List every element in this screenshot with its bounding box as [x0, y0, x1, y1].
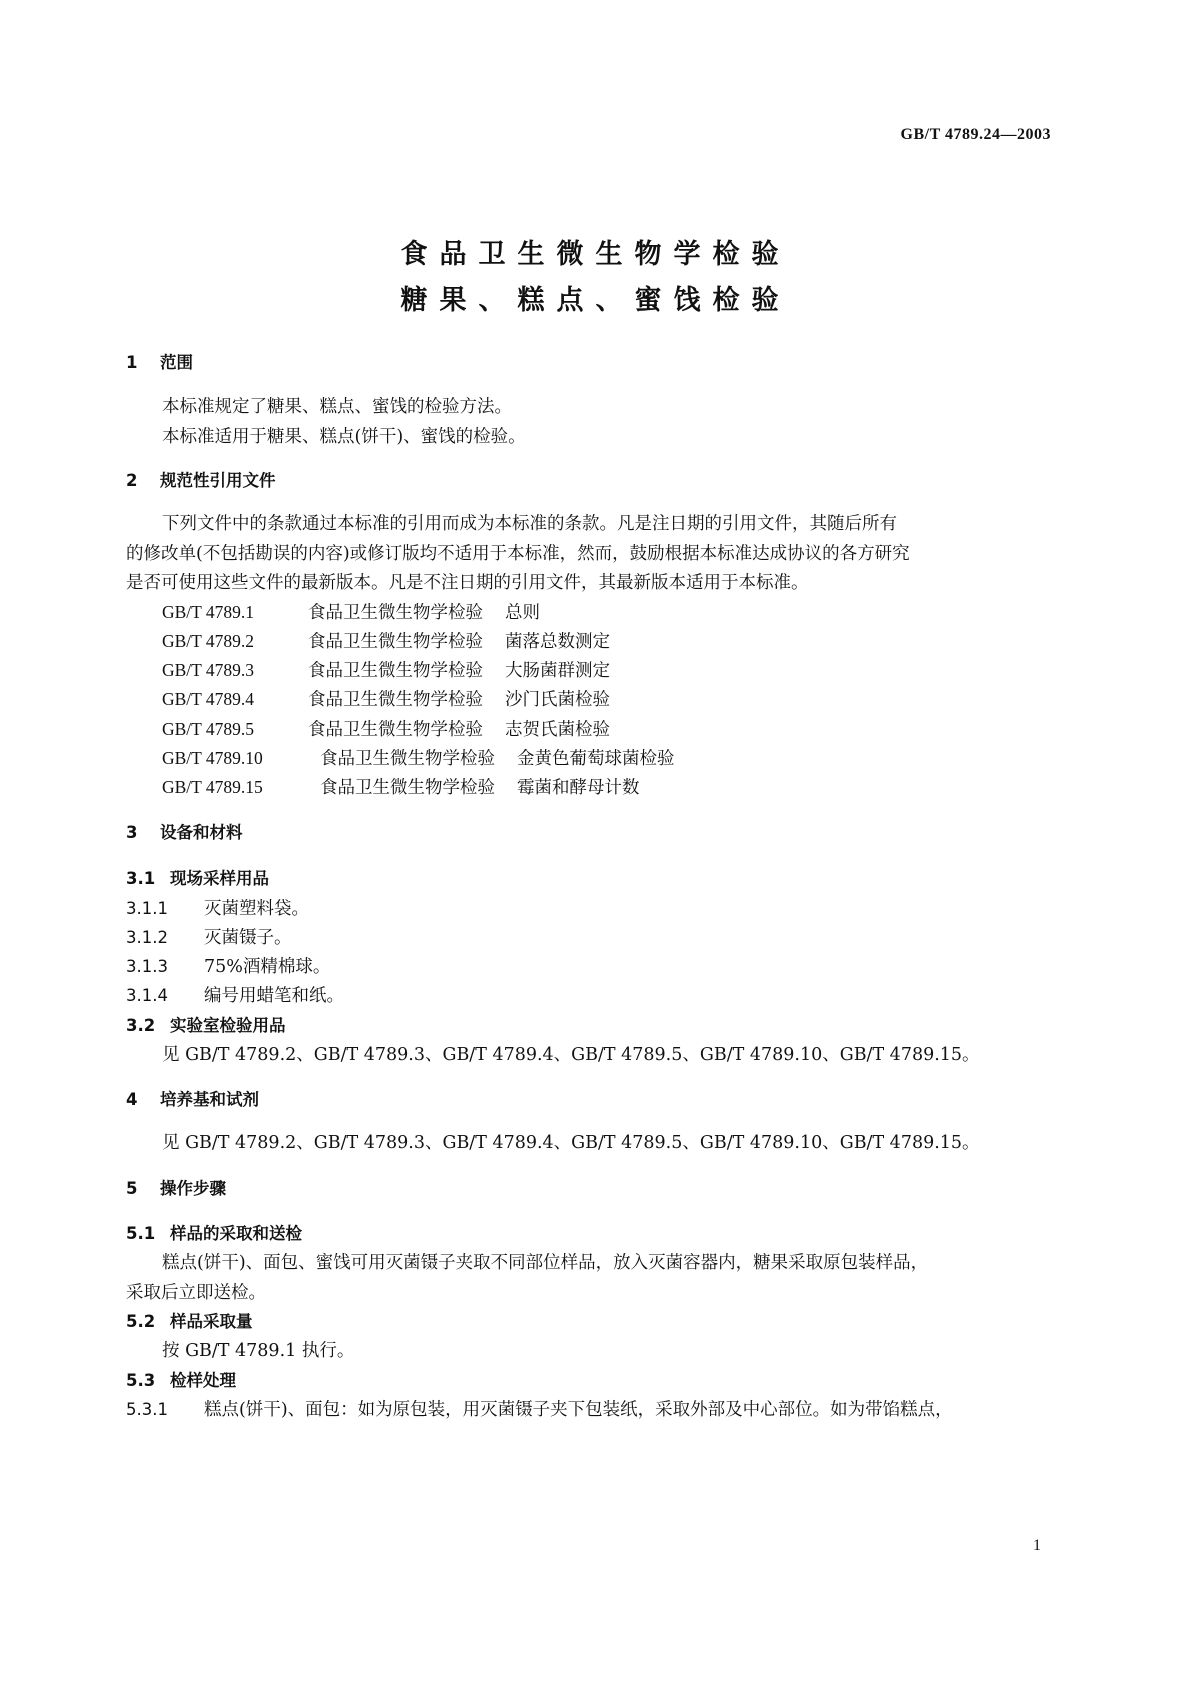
- clause-text: 灭菌镊子。: [204, 928, 292, 948]
- section-number: 2: [126, 471, 138, 490]
- clause-number: 5.3.1: [126, 1400, 168, 1419]
- subsection-3-2-heading: [126, 1015, 286, 1037]
- section-2-paragraph-line1: 下列文件中的条款通过本标准的引用而成为本标准的条款。凡是注日期的引用文件，其随后所有: [162, 514, 897, 534]
- subsection-5-1-text-line2: 采取后立即送检。: [126, 1283, 266, 1303]
- reference-title: 食品卫生微生物学检验: [308, 661, 483, 681]
- standard-code: GB/T 4789.24—2003: [900, 126, 1051, 143]
- subsection-number: 5.1: [126, 1224, 156, 1243]
- subsection-title: 检样处理: [170, 1371, 236, 1390]
- section-5-heading: [126, 1178, 226, 1200]
- subsection-title: 现场采样用品: [170, 869, 269, 888]
- reference-item: [162, 688, 610, 711]
- subsection-number: 5.2: [126, 1312, 156, 1331]
- clause-number: 3.1.3: [126, 957, 168, 976]
- section-title: 操作步骤: [160, 1179, 226, 1198]
- section-number: 1: [126, 353, 138, 372]
- section-title: 规范性引用文件: [160, 471, 276, 490]
- reference-code: GB/T 4789.10: [162, 748, 263, 768]
- section-2-paragraph-line2: 的修改单(不包括勘误的内容)或修订版均不适用于本标准，然而，鼓励根据本标准达成协议的各方研究: [126, 544, 910, 564]
- reference-subject: 菌落总数测定: [505, 632, 610, 652]
- section-4-heading: [126, 1089, 259, 1111]
- reference-code: GB/T 4789.1: [162, 602, 255, 622]
- section-number: 4: [126, 1090, 138, 1109]
- subsection-number: 5.3: [126, 1371, 156, 1390]
- section-3-heading: [126, 822, 243, 844]
- reference-title: 食品卫生微生物学检验: [320, 749, 495, 769]
- page-number: 1: [1033, 1537, 1041, 1554]
- subsection-title: 样品采取量: [170, 1312, 253, 1331]
- clause-item: [126, 1399, 953, 1421]
- reference-item: [162, 601, 540, 624]
- clause-number: 3.1.1: [126, 899, 168, 918]
- section-1-paragraph-1: 本标准规定了糖果、糕点、蜜饯的检验方法。: [162, 397, 512, 417]
- subsection-5-1-heading: [126, 1223, 302, 1245]
- reference-title: 食品卫生微生物学检验: [308, 690, 483, 710]
- reference-item: [162, 776, 640, 799]
- section-2-paragraph-line3: 是否可使用这些文件的最新版本。凡是不注日期的引用文件，其最新版本适用于本标准。: [126, 573, 809, 593]
- reference-item: [162, 718, 610, 741]
- subsection-5-3-heading: [126, 1370, 236, 1392]
- reference-item: [162, 747, 675, 770]
- clause-number: 3.1.4: [126, 986, 168, 1005]
- subsection-5-2-text: 按 GB/T 4789.1 执行。: [162, 1341, 355, 1361]
- section-2-heading: [126, 470, 276, 492]
- reference-title: 食品卫生微生物学检验: [320, 778, 495, 798]
- clause-item: [126, 927, 292, 949]
- reference-subject: 霉菌和酵母计数: [517, 778, 640, 798]
- reference-item: [162, 659, 610, 682]
- subsection-5-1-text-line1: 糕点(饼干)、面包、蜜饯可用灭菌镊子夹取不同部位样品，放入灭菌容器内，糖果采取原包装样品，: [162, 1253, 929, 1273]
- reference-subject: 沙门氏菌检验: [505, 690, 610, 710]
- section-1-heading: [126, 352, 193, 374]
- reference-title: 食品卫生微生物学检验: [308, 632, 483, 652]
- subsection-number: 3.1: [126, 869, 156, 888]
- clause-text: 糕点(饼干)、面包：如为原包装，用灭菌镊子夹下包装纸，采取外部及中心部位。如为带馅糕点，: [204, 1400, 953, 1420]
- reference-code: GB/T 4789.3: [162, 660, 255, 680]
- clause-text: 灭菌塑料袋。: [204, 899, 309, 919]
- document-title-line1: 食品卫生微生物学检验: [400, 239, 791, 270]
- clause-text: 编号用蜡笔和纸。: [204, 986, 344, 1006]
- clause-number: 3.1.2: [126, 928, 168, 947]
- document-title-line2: 糖果、糕点、蜜饯检验: [400, 285, 791, 316]
- reference-subject: 志贺氏菌检验: [505, 720, 610, 740]
- clause-item: [126, 898, 309, 920]
- reference-code: GB/T 4789.15: [162, 777, 263, 797]
- reference-subject: 大肠菌群测定: [505, 661, 610, 681]
- clause-item: [126, 985, 344, 1007]
- subsection-3-1-heading: [126, 868, 269, 890]
- section-title: 范围: [160, 353, 193, 372]
- subsection-5-2-heading: [126, 1311, 253, 1333]
- clause-text: 75%酒精棉球。: [204, 957, 331, 977]
- subsection-3-2-text: 见 GB/T 4789.2、GB/T 4789.3、GB/T 4789.4、GB/T 4789.5、GB/T 4789.10、GB/T 4789.15。: [162, 1045, 980, 1065]
- subsection-title: 样品的采取和送检: [170, 1224, 302, 1243]
- subsection-number: 3.2: [126, 1016, 156, 1035]
- section-4-text: 见 GB/T 4789.2、GB/T 4789.3、GB/T 4789.4、GB/T 4789.5、GB/T 4789.10、GB/T 4789.15。: [162, 1133, 980, 1153]
- reference-subject: 总则: [505, 603, 540, 623]
- reference-subject: 金黄色葡萄球菌检验: [517, 749, 675, 769]
- section-title: 设备和材料: [160, 823, 243, 842]
- reference-code: GB/T 4789.4: [162, 689, 255, 709]
- section-1-paragraph-2: 本标准适用于糖果、糕点(饼干)、蜜饯的检验。: [162, 427, 526, 447]
- clause-item: [126, 956, 330, 978]
- reference-title: 食品卫生微生物学检验: [308, 603, 483, 623]
- section-number: 5: [126, 1179, 138, 1198]
- section-number: 3: [126, 823, 138, 842]
- reference-code: GB/T 4789.5: [162, 719, 255, 739]
- subsection-title: 实验室检验用品: [170, 1016, 286, 1035]
- reference-item: [162, 630, 610, 653]
- section-title: 培养基和试剂: [160, 1090, 259, 1109]
- reference-code: GB/T 4789.2: [162, 631, 255, 651]
- reference-title: 食品卫生微生物学检验: [308, 720, 483, 740]
